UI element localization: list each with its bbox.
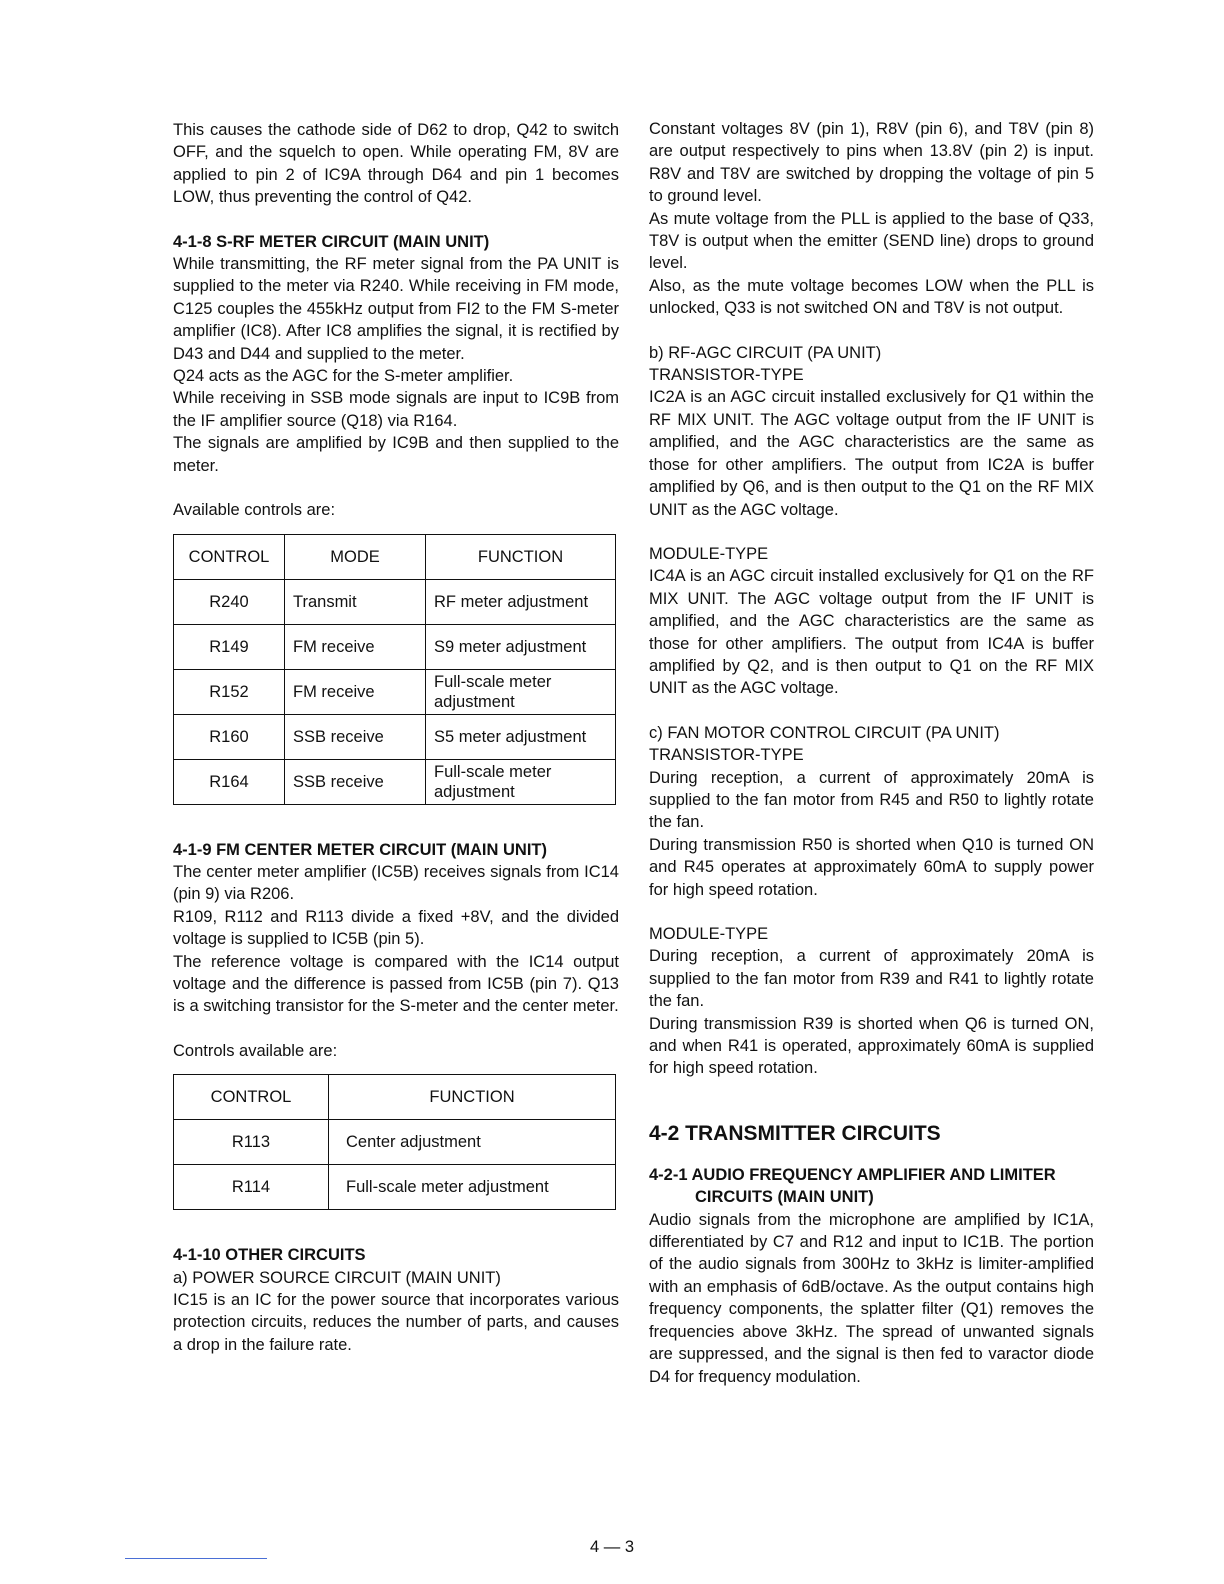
table-cell: R164 xyxy=(174,759,285,804)
table-cell: Center adjustment xyxy=(329,1120,616,1165)
section-heading-4-1-9: 4-1-9 FM CENTER METER CIRCUIT (MAIN UNIT) xyxy=(173,840,547,859)
table-row xyxy=(174,759,616,804)
table-row xyxy=(174,714,616,759)
table-cell: R240 xyxy=(174,579,285,624)
paragraph: While transmitting, the RF meter signal from the PA UNIT is supplied to the meter via R240. While receiving in FM mode, C125 couples the 455kHz output from FI2 to the FM S-meter amplifier (IC8). After IC8 amplifies the signal, it is rectified by D43 and D44 and supplied to the meter. xyxy=(173,255,619,363)
table-cell: S9 meter adjustment xyxy=(426,624,616,669)
controls-intro: Controls available are: xyxy=(173,1041,338,1060)
s-rf-controls-table xyxy=(173,534,616,805)
type-label: TRANSISTOR-TYPE xyxy=(649,746,804,765)
paragraph: The center meter amplifier (IC5B) receives signals from IC14 (pin 9) via R206. xyxy=(173,862,619,904)
paragraph: During reception, a current of approximately 20mA is supplied to the fan motor from R39 and R41 to lightly rotate the fan. xyxy=(649,947,1094,1011)
paragraph: While receiving in SSB mode signals are input to IC9B from the IF amplifier source (Q18) via R164. xyxy=(173,389,619,430)
paragraph: IC2A is an AGC circuit installed exclusively for Q1 within the RF MIX UNIT. The AGC voltage output from the IF UNIT is amplified, and the AGC characteristics are the same as those for other amplifiers. The output from IC2A is buffer amplified by Q6, and is then output to the Q1 on the RF MIX UNIT as the AGC voltage. xyxy=(649,388,1094,519)
section-heading-4-1-8: 4-1-8 S-RF METER CIRCUIT (MAIN UNIT) xyxy=(173,232,490,251)
table-cell: FM receive xyxy=(285,669,426,714)
table-header-row xyxy=(174,1075,616,1120)
paragraph: During transmission R50 is shorted when Q10 is turned ON and R45 operates at approximately 60mA to supply power for high speed rotation. xyxy=(649,835,1094,899)
table-cell: SSB receive xyxy=(285,759,426,804)
table-row xyxy=(174,624,616,669)
paragraph: Also, as the mute voltage becomes LOW when the PLL is unlocked, Q33 is not switched ON and T8V is not output. xyxy=(649,276,1094,318)
paragraph: During transmission R39 is shorted when Q6 is turned ON, and when R41 is operated, approximately 60mA is supplied for high speed rotation. xyxy=(649,1014,1094,1078)
paragraph: Q24 acts as the AGC for the S-meter amplifier. xyxy=(173,367,514,386)
paragraph: This causes the cathode side of D62 to drop, Q42 to switch OFF, and the squelch to open. While operating FM, 8V are applied to pin 2 of IC9A through D64 and pin 1 becomes LOW, thus preventing the control of Q42. xyxy=(173,121,619,207)
table-row xyxy=(174,1165,616,1210)
column-header: FUNCTION xyxy=(426,534,616,579)
footer-rule xyxy=(125,1558,267,1559)
section-heading-4-1-10: 4-1-10 OTHER CIRCUITS xyxy=(173,1246,366,1265)
column-header: MODE xyxy=(285,534,426,579)
column-header: FUNCTION xyxy=(329,1075,616,1120)
subsection-heading: c) FAN MOTOR CONTROL CIRCUIT (PA UNIT) xyxy=(649,723,1000,742)
paragraph: Constant voltages 8V (pin 1), R8V (pin 6), and T8V (pin 8) are output respectively to pins when 13.8V (pin 2) is input. R8V and T8V are switched by dropping the voltage of pin 5 to ground level. xyxy=(649,120,1094,206)
right-column xyxy=(649,118,1094,1388)
table-cell: RF meter adjustment xyxy=(426,579,616,624)
table-cell: Full-scale meter adjustment xyxy=(426,669,616,714)
controls-intro: Available controls are: xyxy=(173,501,336,520)
table-cell: R149 xyxy=(174,624,285,669)
type-label: MODULE-TYPE xyxy=(649,925,769,943)
page-number: 4 — 3 xyxy=(589,1538,635,1556)
table-header-row xyxy=(174,534,616,579)
paragraph: The reference voltage is compared with the IC14 output voltage and the difference is passed from IC5B (pin 7). Q13 is a switching transistor for the S-meter and the center meter. xyxy=(173,952,619,1016)
table-cell: Full-scale meter adjustment xyxy=(426,759,616,804)
table-cell: FM receive xyxy=(285,624,426,669)
section-heading-4-2: 4-2 TRANSMITTER CIRCUITS xyxy=(649,1121,941,1145)
paragraph: IC15 is an IC for the power source that incorporates various protection circuits, reduces the number of parts, and causes a drop in the failure rate. xyxy=(173,1290,619,1354)
table-cell: R152 xyxy=(174,669,285,714)
type-label: MODULE-TYPE xyxy=(649,544,769,563)
paragraph: During reception, a current of approximately 20mA is supplied to the fan motor from R45 and R50 to lightly rotate the fan. xyxy=(649,768,1094,832)
table-cell: Transmit xyxy=(285,579,426,624)
left-column xyxy=(173,119,619,1356)
column-header: CONTROL xyxy=(174,1075,329,1120)
paragraph: IC4A is an AGC circuit installed exclusively for Q1 on the RF MIX UNIT. The AGC voltage output from the IF UNIT is amplified, and the AGC characteristics are the same as those for other amplifiers. The output from IC4A is buffer amplified by Q2, and is then output to Q1 on the RF MIX UNIT as the AGC voltage. xyxy=(649,567,1094,698)
center-meter-controls-table xyxy=(173,1074,616,1210)
table-cell: SSB receive xyxy=(285,714,426,759)
subsection-heading: b) RF-AGC CIRCUIT (PA UNIT) xyxy=(649,343,882,362)
paragraph: Audio signals from the microphone are amplified by IC1A, differentiated by C7 and R12 and input to IC1B. The portion of the audio signals from 300Hz to 3kHz is limiter-amplified with an emphasis of 6dB/octave. As the output contains high frequency components, the splatter filter (Q1) removes the frequencies above 3kHz. The spread of unwanted signals are suppressed, and the signal is then fed to varactor diode D4 for frequency modulation. xyxy=(649,1210,1094,1386)
table-row xyxy=(174,579,616,624)
paragraph: The signals are amplified by IC9B and then supplied to the meter. xyxy=(173,434,619,475)
section-heading-4-2-1: 4-2-1 AUDIO FREQUENCY AMPLIFIER AND LIMITER CIRCUITS (MAIN UNIT) xyxy=(649,1165,1056,1207)
paragraph: R109, R112 and R113 divide a fixed +8V, and the divided voltage is supplied to IC5B (pin 5). xyxy=(173,907,619,949)
table-cell: Full-scale meter adjustment xyxy=(329,1165,616,1210)
table-cell: R113 xyxy=(174,1120,329,1165)
table-cell: S5 meter adjustment xyxy=(426,714,616,759)
table-cell: R160 xyxy=(174,714,285,759)
table-row xyxy=(174,1120,616,1165)
subsection-heading: a) POWER SOURCE CIRCUIT (MAIN UNIT) xyxy=(173,1268,501,1287)
column-header: CONTROL xyxy=(174,534,285,579)
table-cell: R114 xyxy=(174,1165,329,1210)
paragraph: As mute voltage from the PLL is applied to the base of Q33, T8V is output when the emitter (SEND line) drops to ground level. xyxy=(649,209,1094,273)
type-label: TRANSISTOR-TYPE xyxy=(649,366,804,385)
table-row xyxy=(174,669,616,714)
